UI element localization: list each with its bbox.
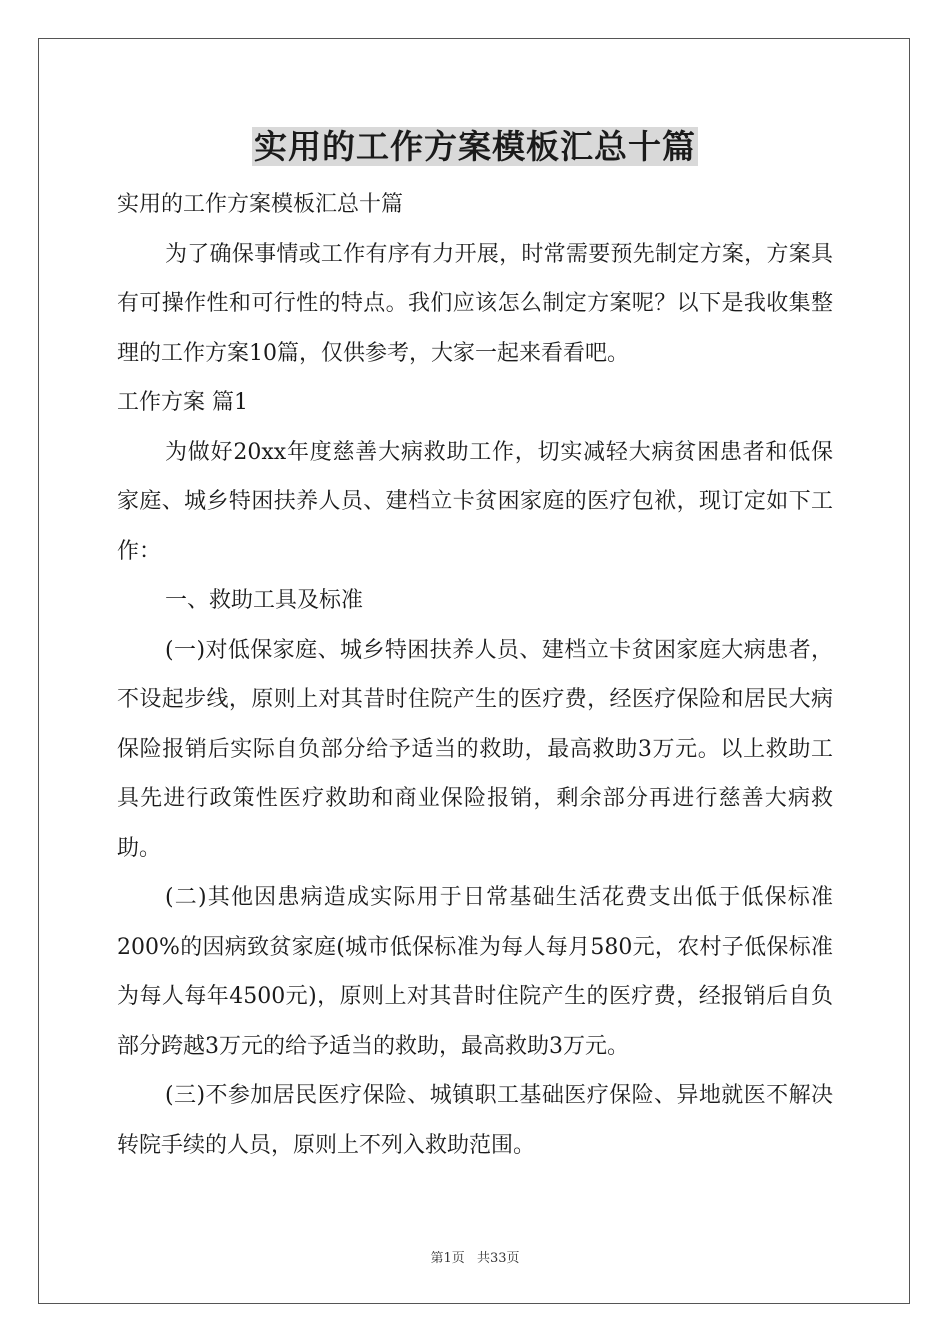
body-paragraph: 为做好20xx年度慈善大病救助工作，切实减轻大病贫困患者和低保家庭、城乡特困扶养人员、建档立卡贫困家庭的医疗包袱，现订定如下工作：: [117, 439, 833, 564]
document-title-text: 实用的工作方案模板汇总十篇: [254, 127, 696, 166]
page-number: 第1页: [430, 1251, 465, 1266]
body-paragraph: (三)不参加居民医疗保险、城镇职工基础医疗保险、异地就医不解决转院手续的人员，原则上不列入救助范围。: [117, 1083, 833, 1158]
section-heading: 工作方案 篇1: [117, 390, 248, 415]
document-body: [117, 180, 833, 1170]
page-total: 共33页: [476, 1251, 520, 1266]
body-paragraph: (二)其他因患病造成实际用于日常基础生活花费支出低于低保标准200%的因病致贫家庭(城市低保标准为每人每月580元，农村子低保标准为每人每年4500元)，原则上对其昔时住院产生的医疗费，经报销后自负部分跨越3万元的给予适当的救助，最高救助3万元。: [117, 885, 833, 1059]
subsection-heading: 一、救助工具及标准: [165, 588, 364, 613]
page-footer: [0, 1247, 950, 1266]
intro-paragraph: 为了确保事情或工作有序有力开展，时常需要预先制定方案，方案具有可操作性和可行性的特点。我们应该怎么制定方案呢？以下是我收集整理的工作方案10篇，仅供参考，大家一起来看看吧。: [117, 241, 833, 366]
body-paragraph: (一)对低保家庭、城乡特困扶养人员、建档立卡贫困家庭大病患者，不设起步线，原则上对其昔时住院产生的医疗费，经医疗保险和居民大病保险报销后实际自负部分给予适当的救助，最高救助3万元。以上救助工具先进行政策性医疗救助和商业保险报销，剩余部分再进行慈善大病救助。: [117, 637, 833, 861]
document-title: [0, 124, 950, 170]
subtitle-line: 实用的工作方案模板汇总十篇: [117, 192, 404, 217]
